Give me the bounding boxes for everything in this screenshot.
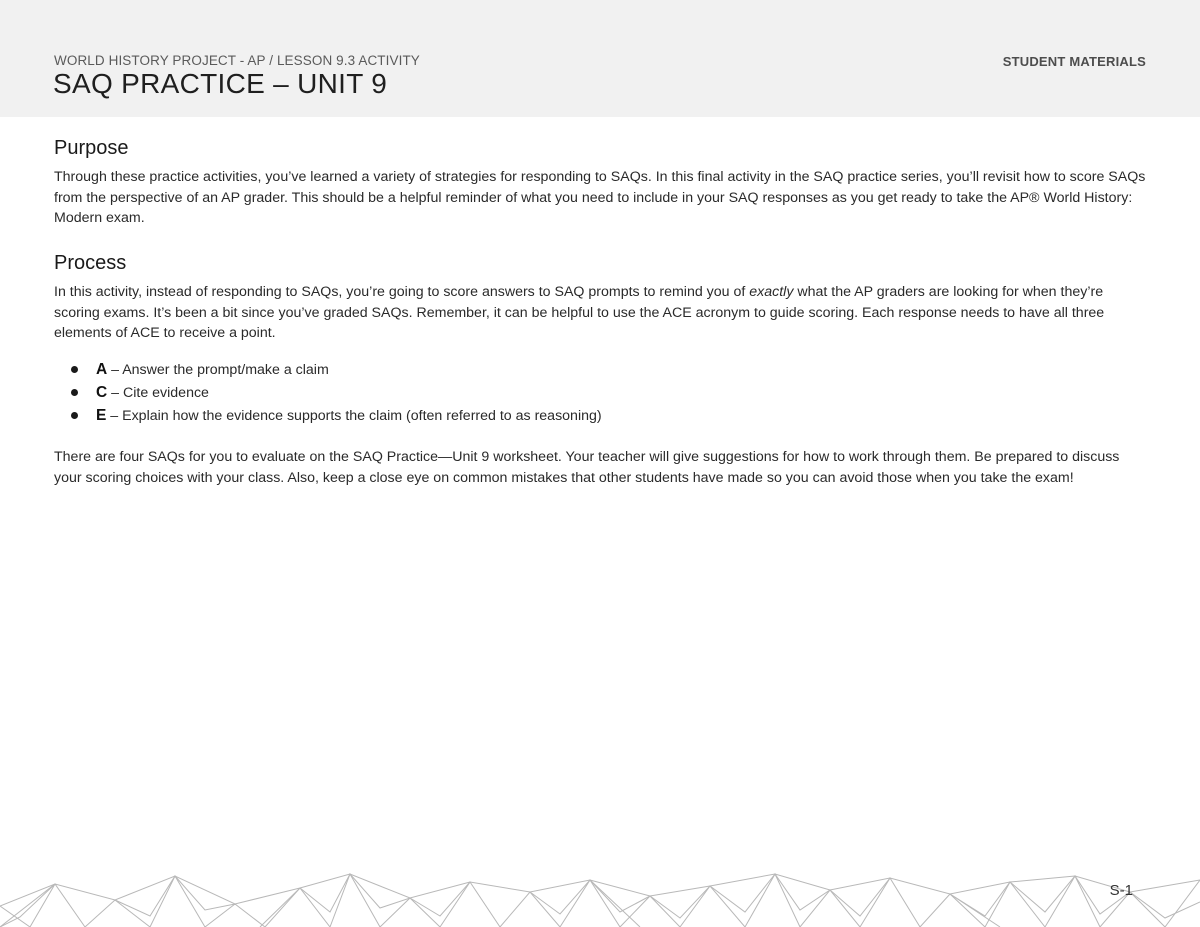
ace-description: – Answer the prompt/make a claim — [107, 362, 329, 378]
ace-letter: A — [96, 361, 108, 378]
process-text-end: what the AP graders are looking for when they’re scoring exams. It’s been a bit since you’ve graded SAQs. Remember, it can be helpful to use the ACE acronym to guide scoring. Each response needs to have all three elements of ACE to receive a point. — [54, 284, 1105, 342]
course-breadcrumb: WORLD HISTORY PROJECT - AP / LESSON 9.3 ACTIVITY — [54, 53, 420, 68]
process-text-start: In this activity, instead of responding to SAQs, you’re going to score answers to SAQ prompts to remind you of — [54, 284, 750, 300]
process-heading: Process — [54, 252, 127, 274]
student-materials-label: STUDENT MATERIALS — [1002, 54, 1146, 69]
ace-description: – Explain how the evidence supports the claim (often referred to as reasoning) — [106, 408, 602, 424]
purpose-heading: Purpose — [54, 137, 129, 159]
ace-item-explain — [54, 404, 602, 427]
ace-list — [54, 358, 602, 427]
bullet-icon — [71, 366, 78, 373]
process-emphasis: exactly — [749, 284, 794, 300]
ace-item-cite — [54, 381, 602, 404]
closing-paragraph: There are four SAQs for you to evaluate on the SAQ Practice—Unit 9 worksheet. Your teacher will give suggestions for how to work through them. Be prepared to discuss your scoring choices with your class. Also, keep a close eye on common mistakes that other students have made so you can avoid those when you take the exam! — [54, 449, 1120, 486]
ace-letter: E — [96, 407, 107, 424]
bullet-icon — [71, 412, 78, 419]
page-header — [0, 0, 1200, 117]
ace-description: – Cite evidence — [107, 385, 209, 401]
ace-letter: C — [96, 384, 108, 401]
ace-item-answer — [54, 358, 602, 381]
purpose-paragraph: Through these practice activities, you’ve learned a variety of strategies for responding to SAQs. In this final activity in the SAQ practice series, you’ll revisit how to score SAQs from the perspective of an AP grader. This should be a helpful reminder of what you need to include in your SAQ responses as you get ready to take the AP® World History: Modern exam. — [54, 169, 1146, 227]
bullet-icon — [71, 389, 78, 396]
page-title: SAQ PRACTICE – UNIT 9 — [53, 68, 388, 99]
geometric-footer-pattern — [0, 872, 1200, 927]
page-number: S-1 — [1109, 882, 1133, 899]
process-paragraph — [54, 282, 1146, 344]
